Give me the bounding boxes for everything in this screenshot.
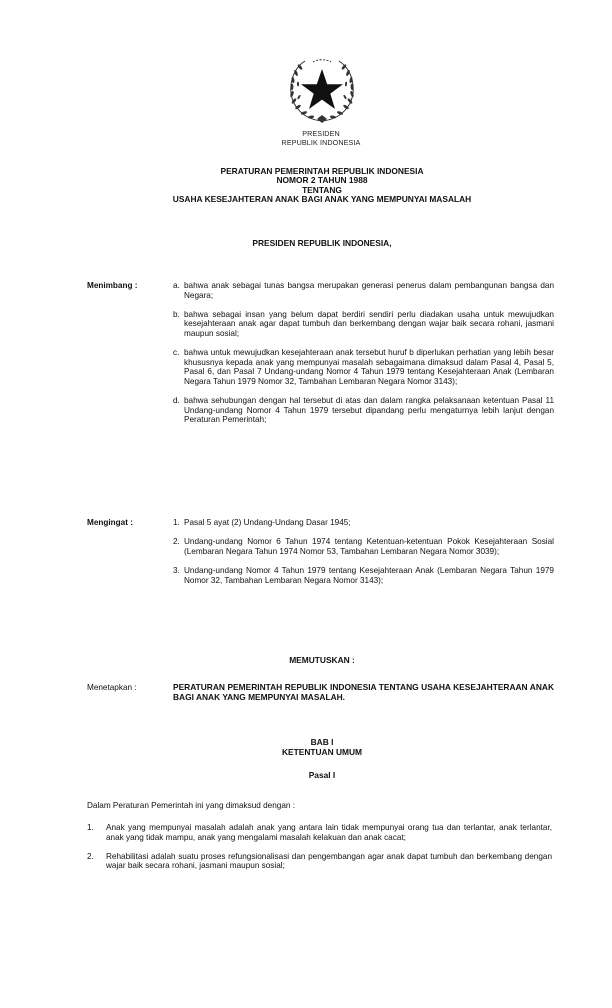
chapter-heading bbox=[80, 738, 564, 757]
item-marker: a. bbox=[173, 281, 180, 290]
title-line-3: TENTANG bbox=[302, 184, 342, 195]
issuer-line-1: PRESIDEN bbox=[302, 129, 340, 138]
definition-text: Rehabilitasi adalah suatu proses refungsionalisasi dan pengembangan agar anak dapat tumbuh dan berkembang dengan wajar baik secara rohani, jasmani maupun sosial; bbox=[106, 851, 552, 871]
issuer-line-2: REPUBLIK INDONESIA bbox=[281, 137, 361, 147]
chapter-title: KETENTUAN UMUM bbox=[281, 746, 363, 757]
definition-item bbox=[87, 852, 552, 871]
garuda-star-emblem-icon bbox=[283, 57, 361, 125]
item-marker: b. bbox=[173, 309, 180, 319]
definition-marker: 2. bbox=[87, 851, 94, 861]
item-text: Undang-undang Nomor 6 Tahun 1974 tentang Ketentuan-ketentuan Pokok Kesejahteraan Sosial (Lembaran Negara Tahun 1974 Nomor 53, Tambahan Lembaran Negara Nomor 3039); bbox=[184, 537, 554, 556]
menimbang-item bbox=[173, 281, 554, 300]
definition-marker: 1. bbox=[87, 823, 94, 832]
item-text: bahwa sebagai insan yang belum dapat berdiri sendiri perlu diadakan usaha untuk mewujudkan kesejahteraan anak agar dapat tumbuh dan berkembang dengan wajar baik secara rohani, jasmani maupun sosial; bbox=[184, 309, 554, 338]
mengingat-label: Mengingat : bbox=[87, 518, 133, 527]
menetapkan-text: PERATURAN PEMERINTAH REPUBLIK INDONESIA TENTANG USAHA KESEJAHTERAAN ANAK BAGI ANAK YANG MEMPUNYAI MASALAH. bbox=[173, 682, 554, 702]
mengingat-item bbox=[173, 518, 554, 528]
menimbang-label: Menimbang : bbox=[87, 281, 138, 290]
item-marker: d. bbox=[173, 396, 180, 406]
menimbang-item bbox=[173, 396, 554, 425]
chapter-number: BAB I bbox=[310, 737, 334, 747]
item-marker: 1. bbox=[173, 518, 180, 527]
title-line-2: NOMOR 2 TAHUN 1988 bbox=[276, 175, 368, 186]
item-text: bahwa sehubungan dengan hal tersebut di atas dan dalam rangka pelaksanaan ketentuan Pasal 11 Undang-undang Nomor 4 Tahun 1979 tersebut dipandang perlu mengaturnya lebih lanjut dengan Peraturan Pemerintah; bbox=[184, 396, 554, 425]
title-line-4: USAHA KESEJAHTERAN ANAK BAGI ANAK YANG MEMPUNYAI MASALAH bbox=[172, 194, 472, 205]
item-text: bahwa untuk mewujudkan kesejahteraan anak tersebut huruf b diperlukan perhatian yang lebih besar khususnya kepada anak yang mempunyai masalah sebagaimana dimaksud dalam Pasal 4, Pasal 5, Pasal 6, dan Pasal 7 Undang-undang Nomor 4 Tahun 1979 tentang Kesejahteraan Anak (Lembaran Negara Tahun 1979 Nomor 32, Tambahan Lembaran Negara Nomor 3143); bbox=[184, 348, 554, 386]
definitions-list bbox=[87, 823, 552, 871]
authority-heading: PRESIDEN REPUBLIK INDONESIA, bbox=[252, 238, 392, 248]
mengingat-item bbox=[173, 566, 554, 585]
mengingat-items bbox=[173, 518, 554, 585]
item-text: Undang-undang Nomor 4 Tahun 1979 tentang Kesejahteraan Anak (Lembaran Negara Tahun 1979 Nomor 32, Tambahan Lembaran Negara Nomor 3143); bbox=[184, 565, 554, 585]
item-marker: 2. bbox=[173, 537, 180, 547]
article-heading: Pasal I bbox=[308, 770, 336, 780]
item-text: bahwa anak sebagai tunas bangsa merupakan generasi penerus dalam pembangunan bangsa dan Negara; bbox=[184, 281, 554, 300]
issuer-caption bbox=[206, 130, 436, 147]
definition-item bbox=[87, 823, 552, 842]
menetapkan-label: Menetapkan : bbox=[87, 683, 137, 692]
mengingat-item bbox=[173, 537, 554, 556]
memutuskan-heading: MEMUTUSKAN : bbox=[289, 655, 355, 665]
item-marker: 3. bbox=[173, 565, 180, 575]
item-text: Pasal 5 ayat (2) Undang-Undang Dasar 1945; bbox=[184, 518, 351, 527]
menimbang-items bbox=[173, 281, 554, 425]
definitions-intro: Dalam Peraturan Pemerintah ini yang dimaksud dengan : bbox=[87, 801, 295, 810]
title-line-1: PERATURAN PEMERINTAH REPUBLIK INDONESIA bbox=[220, 166, 424, 176]
definition-text: Anak yang mempunyai masalah adalah anak yang antara lain tidak mempunyai orang tua dan terlantar, anak terlantar, anak yang tidak mampu, anak yang mengalami masalah kelakuan dan anak cacat; bbox=[106, 823, 552, 842]
menimbang-item bbox=[173, 348, 554, 386]
item-marker: c. bbox=[173, 348, 180, 358]
regulation-title bbox=[80, 167, 564, 205]
menimbang-item bbox=[173, 310, 554, 339]
